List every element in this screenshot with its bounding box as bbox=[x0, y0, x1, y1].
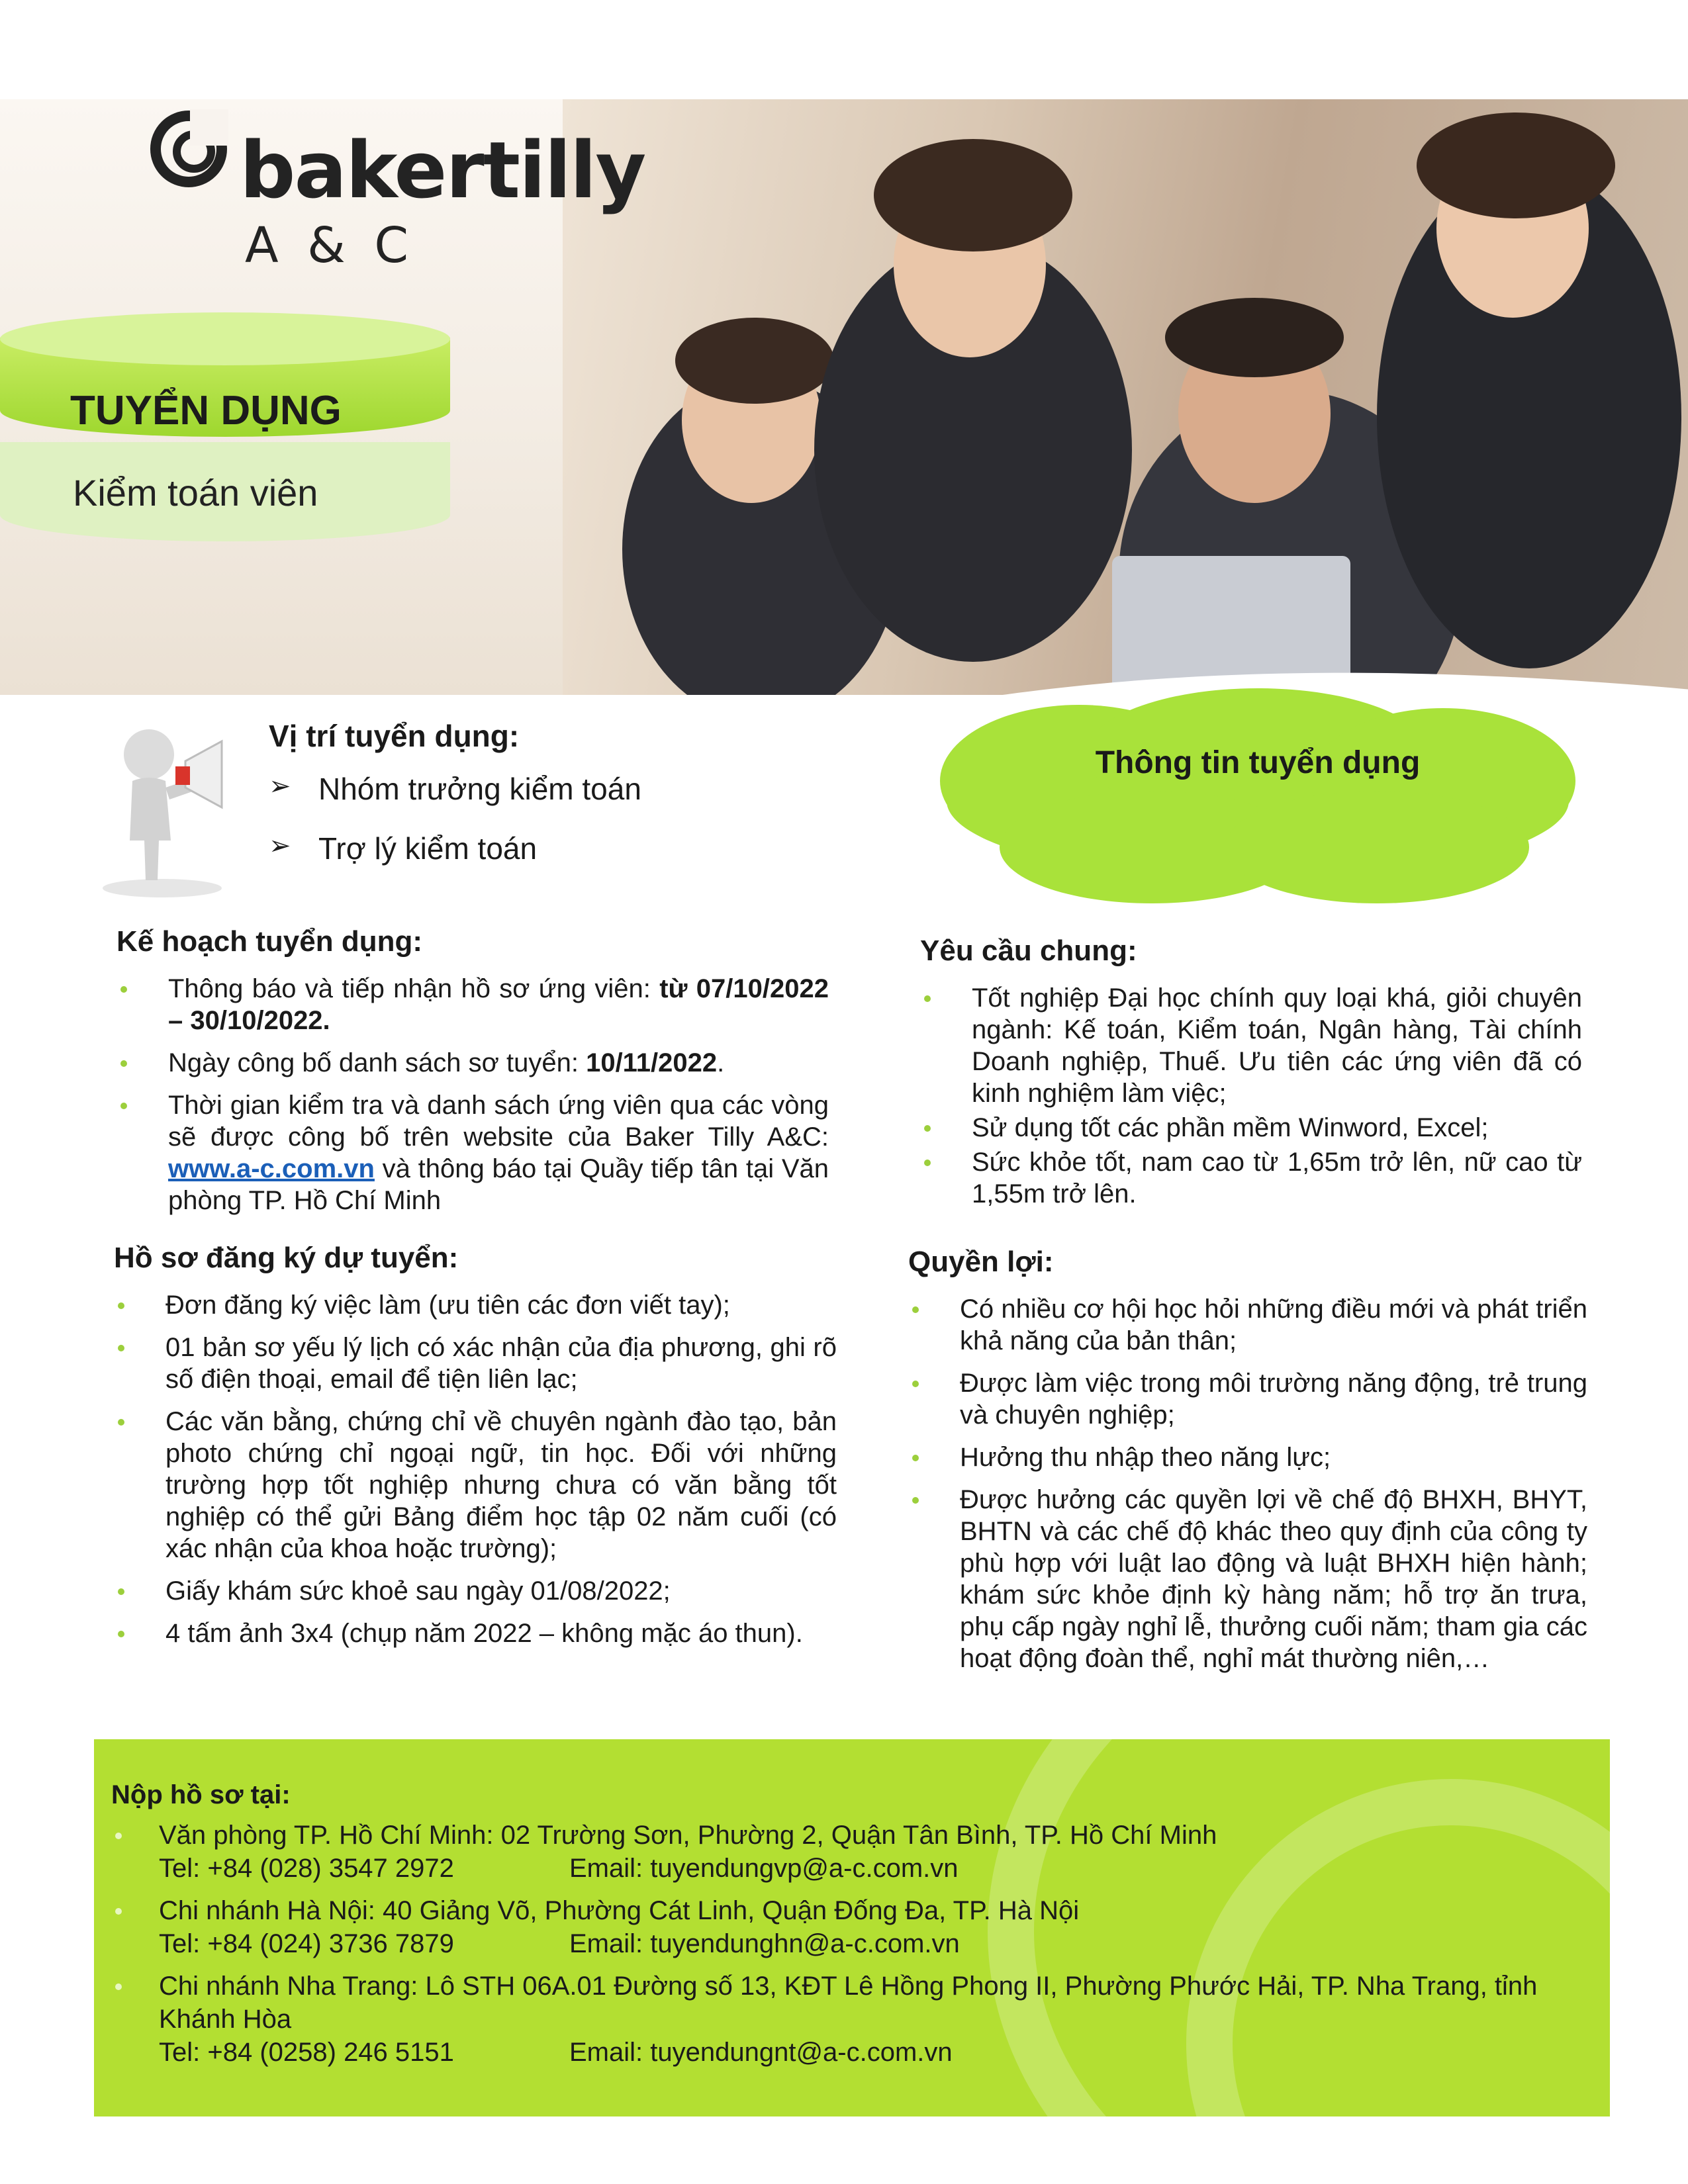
list-item: Được hưởng các quyền lợi về chế độ BHXH, BHYT, BHTN và các chế độ khác theo quy định của công ty phù hợp với luật lao động và luật BHXH hiện hành; khám sức khỏe định kỳ hàng năm; hỗ trợ ăn trưa, phụ cấp ngày nghỉ lễ, thưởng cuối năm; tham gia các hoạt động đoàn thể, nghỉ mát thường niên,… bbox=[908, 1484, 1587, 1674]
plan-dates: từ 07/10/2022 – 30/10/2022. bbox=[168, 974, 829, 1035]
office-phone: Tel: +84 (0258) 246 5151 bbox=[159, 2038, 454, 2067]
benefits-heading: Quyền lợi: bbox=[908, 1246, 1054, 1278]
office-address: Chi nhánh Hà Nội: 40 Giảng Võ, Phường Cát Linh, Quận Đống Đa, TP. Hà Nội bbox=[159, 1896, 1080, 1925]
office-address: Chi nhánh Nha Trang: Lô STH 06A.01 Đường số 13, KĐT Lê Hồng Phong II, Phường Phước Hải, TP. Nha Trang, tỉnh Khánh Hòa bbox=[159, 1972, 1538, 2034]
list-item: Được làm việc trong môi trường năng động, trẻ trung và chuyên nghiệp; bbox=[908, 1367, 1587, 1431]
office-item bbox=[111, 1894, 1587, 1960]
requirements-section bbox=[920, 934, 1582, 1212]
office-phone: Tel: +84 (028) 3547 2972 bbox=[159, 1854, 454, 1883]
arrow-bullet-icon: ➢ bbox=[269, 831, 291, 860]
plan-date: 10/11/2022 bbox=[586, 1048, 718, 1077]
list-item: Các văn bằng, chứng chỉ về chuyên ngành đào tạo, bản photo chứng chỉ ngoại ngữ, tin học. Đối với những trường hợp tốt nghiệp nhưng chưa có văn bằng tốt nghiệp có thể gửi Bảng điểm học tập 02 năm cuối (có xác nhận của khoa hoặc trường); bbox=[114, 1406, 837, 1565]
arrow-bullet-icon: ➢ bbox=[269, 772, 291, 801]
position-label: Trợ lý kiểm toán bbox=[318, 831, 538, 866]
plan-text: Thời gian kiểm tra và danh sách ứng viên qua các vòng sẽ được công bố trên website của Baker Tilly A&C: bbox=[168, 1091, 829, 1152]
brand-sub: A & C bbox=[245, 217, 416, 274]
docs-heading: Hồ sơ đăng ký dự tuyển: bbox=[114, 1242, 459, 1274]
list-item: Có nhiều cơ hội học hỏi những điều mới và phát triển khả năng của bản thân; bbox=[908, 1293, 1587, 1357]
plan-text: . bbox=[717, 1048, 725, 1077]
submit-panel bbox=[94, 1739, 1610, 2116]
info-badge: Thông tin tuyển dụng bbox=[1095, 745, 1421, 780]
requirements-heading: Yêu cầu chung: bbox=[920, 934, 1137, 967]
list-item: 01 bản sơ yếu lý lịch có xác nhận của địa phương, ghi rõ số điện thoại, email để tiện liên lạc; bbox=[114, 1332, 837, 1395]
list-item: Sức khỏe tốt, nam cao từ 1,65m trở lên, nữ cao từ 1,55m trở lên. bbox=[920, 1146, 1582, 1210]
office-email: Email: tuyendungnt@a-c.com.vn bbox=[569, 2038, 953, 2067]
list-item bbox=[269, 771, 641, 831]
list-item: 4 tấm ảnh 3x4 (chụp năm 2022 – không mặc áo thun). bbox=[114, 1617, 837, 1649]
positions-list bbox=[269, 771, 641, 890]
office-item bbox=[111, 1819, 1587, 1885]
docs-section bbox=[114, 1242, 837, 1660]
plan-text: và thông báo tại Quầy tiếp tân tại Văn phòng TP. Hồ Chí Minh bbox=[168, 1154, 829, 1215]
positions-heading: Vị trí tuyển dụng: bbox=[269, 719, 520, 753]
position-label: Nhóm trưởng kiểm toán bbox=[318, 772, 641, 806]
office-email: Email: tuyendungvp@a-c.com.vn bbox=[569, 1854, 959, 1883]
list-item bbox=[117, 973, 829, 1036]
info-cloud bbox=[927, 682, 1589, 907]
page-subtitle: Kiểm toán viên bbox=[73, 472, 318, 514]
list-item: Hưởng thu nhập theo năng lực; bbox=[908, 1441, 1587, 1473]
plan-text: Ngày công bố danh sách sơ tuyển: bbox=[168, 1048, 586, 1077]
office-phone: Tel: +84 (024) 3736 7879 bbox=[159, 1929, 454, 1958]
submit-heading: Nộp hồ sơ tại: bbox=[111, 1780, 291, 1809]
plan-text: Thông báo và tiếp nhận hồ sơ ứng viên: bbox=[168, 974, 660, 1003]
bakertilly-logo-icon bbox=[149, 109, 228, 189]
office-email: Email: tuyendunghn@a-c.com.vn bbox=[569, 1929, 960, 1958]
team-photo bbox=[563, 99, 1688, 695]
page-title: TUYỂN DỤNG bbox=[70, 388, 342, 433]
plan-heading: Kế hoạch tuyển dụng: bbox=[117, 925, 422, 958]
list-item: Đơn đăng ký việc làm (ưu tiên các đơn viết tay); bbox=[114, 1289, 837, 1321]
list-item bbox=[117, 1089, 829, 1216]
website-link[interactable]: www.a-c.com.vn bbox=[168, 1154, 375, 1183]
list-item bbox=[269, 831, 641, 890]
plan-section bbox=[117, 925, 829, 1227]
list-item bbox=[117, 1047, 829, 1079]
office-item bbox=[111, 1970, 1587, 2069]
list-item: Tốt nghiệp Đại học chính quy loại khá, giỏi chuyên ngành: Kế toán, Kiểm toán, Ngân hàng, Tài chính Doanh nghiệp, Thuế. Ưu tiên các ứng viên đã có kinh nghiệm làm việc; bbox=[920, 982, 1582, 1109]
list-item: Sử dụng tốt các phần mềm Winword, Excel; bbox=[920, 1112, 1582, 1144]
office-address: Văn phòng TP. Hồ Chí Minh: 02 Trường Sơn, Phường 2, Quận Tân Bình, TP. Hồ Chí Minh bbox=[159, 1821, 1217, 1850]
list-item: Giấy khám sức khoẻ sau ngày 01/08/2022; bbox=[114, 1575, 837, 1607]
brand-name: bakertilly bbox=[240, 124, 645, 216]
megaphone-person-icon bbox=[86, 715, 238, 900]
benefits-section bbox=[908, 1246, 1587, 1685]
